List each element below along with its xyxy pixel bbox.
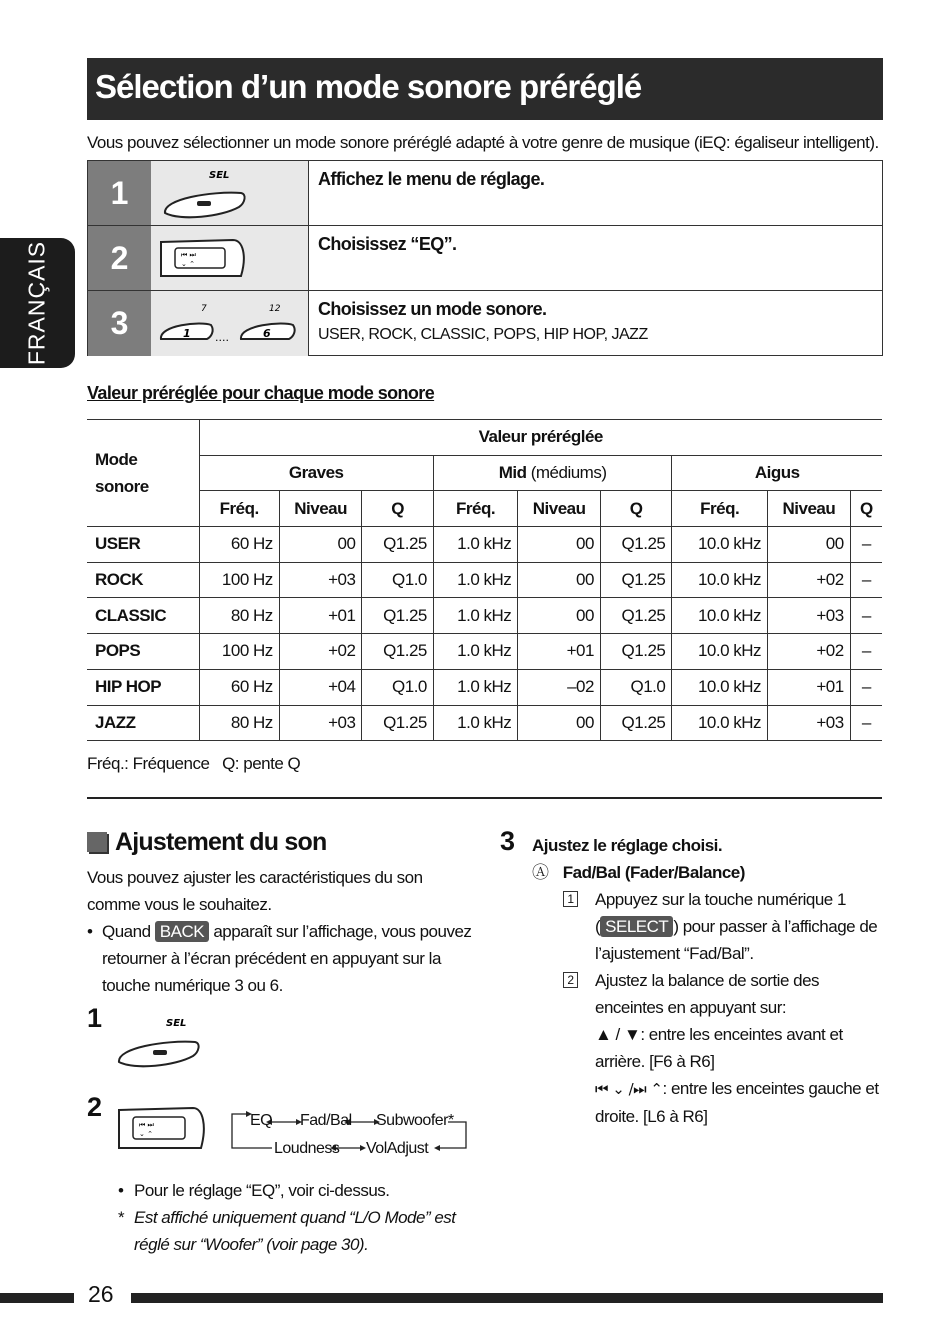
cell: +03	[279, 705, 362, 741]
section-square-icon	[87, 832, 107, 852]
cell: +03	[279, 562, 362, 598]
cell: Q1.25	[600, 598, 671, 634]
control-dial-illustration	[115, 1102, 210, 1158]
table-row	[87, 669, 882, 705]
cell: 10.0 kHz	[672, 634, 768, 670]
back-badge: BACK	[155, 921, 209, 942]
cell: 10.0 kHz	[672, 705, 768, 741]
cell: +03	[768, 598, 851, 634]
select-badge: SELECT	[600, 916, 673, 937]
cell: +02	[768, 562, 851, 598]
cell: JAZZ	[95, 712, 136, 732]
cell: 100 Hz	[199, 634, 279, 670]
value-header: Valeur préréglée	[199, 420, 882, 456]
svg-text:SEL: SEL	[166, 1018, 187, 1029]
adjust-intro: Vous pouvez ajuster les caractéristiques du son comme vous le souhaitez.	[87, 868, 423, 914]
item-fadbal: Ⓐ Fad/Bal (Fader/Balance)	[532, 863, 745, 882]
up-down-arrow-icons: ▲ / ▼	[595, 1025, 641, 1044]
step-row-2	[88, 226, 882, 291]
band-bass: Graves	[199, 455, 433, 491]
cell: +01	[768, 669, 851, 705]
step-row-3	[88, 291, 882, 356]
right-step-title: Ajustez le réglage choisi.	[532, 836, 723, 855]
intro-text: Vous pouvez sélectionner un mode sonore préréglé adapté à votre genre de musique (iEQ: égaliseur intelligent).	[87, 133, 879, 152]
table-row	[87, 562, 882, 598]
sel-label: SEL	[209, 170, 230, 181]
table-row	[87, 527, 882, 563]
cell: HIP HOP	[95, 677, 162, 697]
cell: Q1.25	[600, 634, 671, 670]
svg-text:6: 6	[263, 327, 271, 340]
right-step-3: 3	[500, 826, 516, 856]
flow-voladjust: VolAdjust	[366, 1140, 429, 1157]
substep-number: 2	[563, 972, 578, 988]
flow-subwoofer: Subwoofer*	[376, 1112, 454, 1129]
col-level: Niveau	[768, 491, 851, 527]
col-freq: Fréq.	[433, 491, 517, 527]
cell: Q1.25	[600, 705, 671, 741]
adjust-step-1: 1	[87, 1003, 103, 1033]
control-dial-illustration	[151, 226, 309, 290]
cell: 10.0 kHz	[672, 598, 768, 634]
table-heading: Valeur préréglée pour chaque mode sonore	[87, 383, 435, 403]
cell: 00	[518, 598, 601, 634]
cell: USER	[95, 534, 141, 554]
cell: 00	[518, 527, 601, 563]
sel-button-illustration	[115, 1012, 215, 1072]
step-subtitle: USER, ROCK, CLASSIC, POPS, HIP HOP, JAZZ	[318, 326, 648, 343]
cell: 1.0 kHz	[433, 562, 517, 598]
band-treble: Aigus	[672, 455, 882, 491]
cell: 1.0 kHz	[433, 598, 517, 634]
preset-table	[87, 419, 882, 741]
svg-text:1: 1	[183, 327, 191, 340]
cell: +01	[279, 598, 362, 634]
step-row-1	[88, 161, 882, 226]
adjust-title: Ajustement du son	[115, 828, 327, 856]
cell: ROCK	[95, 570, 144, 590]
svg-text:7: 7	[201, 304, 207, 314]
cell: POPS	[95, 641, 141, 661]
cell: 1.0 kHz	[433, 705, 517, 741]
table-legend: Fréq.: Fréquence Q: pente Q	[87, 754, 301, 773]
footer-bar-left	[0, 1293, 74, 1303]
svg-text:12: 12	[269, 304, 281, 314]
col-freq: Fréq.	[199, 491, 279, 527]
language-tab	[0, 238, 75, 368]
col-level: Niveau	[279, 491, 362, 527]
cell: 60 Hz	[199, 527, 279, 563]
number-keys-illustration	[151, 291, 309, 356]
cell: +03	[768, 705, 851, 741]
cell: Q1.0	[600, 669, 671, 705]
cell: Q1.0	[362, 669, 433, 705]
table-row	[87, 634, 882, 670]
table-row	[87, 705, 882, 741]
skip-arrow-icons: ⏮ ⌄ /⏭ ⌃	[595, 1080, 663, 1098]
cell: Q1.25	[362, 705, 433, 741]
step-number: 1	[88, 161, 151, 225]
adjust-section-header	[87, 828, 326, 857]
col-q: Q	[362, 491, 433, 527]
cell: Q1.25	[362, 598, 433, 634]
cell: –	[850, 705, 882, 741]
cell: 00	[279, 527, 362, 563]
step-title: Choisissez un mode sonore.	[318, 299, 547, 319]
mode-header: Mode sonore	[95, 450, 149, 497]
cell: Q1.25	[362, 527, 433, 563]
svg-text:⌄ ⌃: ⌄ ⌃	[139, 1130, 153, 1138]
band-mid: Mid (médiums)	[433, 455, 671, 491]
adjust-bullet: • Quand BACK apparaît sur l’affichage, vous pouvez retourner à l’écran précédent en appuyant sur la touche numérique 3 ou 6.	[87, 922, 472, 995]
cell: Q1.25	[600, 562, 671, 598]
col-level: Niveau	[518, 491, 601, 527]
cell: 100 Hz	[199, 562, 279, 598]
svg-text:⌄ ⌃: ⌄ ⌃	[181, 260, 195, 268]
flow-fadbal: Fad/Bal	[300, 1112, 352, 1129]
cell: 00	[518, 562, 601, 598]
cell: 00	[768, 527, 851, 563]
step-number: 3	[88, 291, 151, 356]
cell: +02	[279, 634, 362, 670]
cell: +01	[518, 634, 601, 670]
adjust-step-2: 2	[87, 1092, 103, 1122]
substep-1: 1 Appuyez sur la touche numérique 1 ( SELECT ) pour passer à l’affichage de l’ajustement “Fad/Bal”.	[563, 886, 883, 967]
cell: 80 Hz	[199, 598, 279, 634]
cell: –	[850, 562, 882, 598]
cell: +02	[768, 634, 851, 670]
col-q: Q	[850, 491, 882, 527]
cell: +04	[279, 669, 362, 705]
cell: Q1.25	[600, 527, 671, 563]
cell: –	[850, 669, 882, 705]
cell: 10.0 kHz	[672, 527, 768, 563]
cell: 10.0 kHz	[672, 562, 768, 598]
table-row	[87, 598, 882, 634]
col-q: Q	[600, 491, 671, 527]
flow-eq: EQ	[250, 1112, 273, 1129]
step-title: Affichez le menu de réglage.	[318, 169, 545, 189]
cell: Q1.0	[362, 562, 433, 598]
substep-number: 1	[563, 891, 578, 907]
steps-box	[87, 160, 883, 356]
cell: 1.0 kHz	[433, 634, 517, 670]
cell: 80 Hz	[199, 705, 279, 741]
cell: –	[850, 527, 882, 563]
cell: 1.0 kHz	[433, 527, 517, 563]
col-freq: Fréq.	[672, 491, 768, 527]
footer-bar-right	[131, 1293, 883, 1303]
item-marker: Ⓐ	[532, 863, 549, 882]
step-title: Choisissez “EQ”.	[318, 234, 457, 254]
note-footnote: * Est affiché uniquement quand “L/O Mode” est réglé sur “Woofer” (voir page 30).	[118, 1208, 456, 1254]
cell: CLASSIC	[95, 605, 167, 625]
cell: –	[850, 634, 882, 670]
svg-text:....: ....	[215, 331, 229, 344]
cell: 00	[518, 705, 601, 741]
cell: –02	[518, 669, 601, 705]
language-label: FRANÇAIS	[23, 240, 50, 366]
note-eq: • Pour le réglage “EQ”, voir ci-dessus.	[118, 1181, 390, 1200]
step-number: 2	[88, 226, 151, 290]
title-bar	[87, 58, 883, 120]
page-title: Sélection d’un mode sonore préréglé	[95, 68, 642, 105]
flow-loudness: Loudness	[274, 1140, 340, 1157]
substep-2: 2 Ajustez la balance de sortie des enceintes en appuyant sur: ▲ / ▼: entre les enceintes avant et arrière. [F6 à R6] ⏮ ⌄ /⏭ ⌃: entre les enceintes gauche et droite. [L6 à R6]	[563, 967, 883, 1130]
cell: –	[850, 598, 882, 634]
cell: 1.0 kHz	[433, 669, 517, 705]
svg-text:⏮ ⏭: ⏮ ⏭	[181, 251, 196, 259]
svg-text:⏮ ⏭: ⏮ ⏭	[139, 1121, 154, 1129]
page-number: 26	[88, 1281, 114, 1307]
cell: 10.0 kHz	[672, 669, 768, 705]
section-divider	[87, 797, 882, 799]
cell: 60 Hz	[199, 669, 279, 705]
cell: Q1.25	[362, 634, 433, 670]
sel-button-illustration	[151, 161, 309, 225]
